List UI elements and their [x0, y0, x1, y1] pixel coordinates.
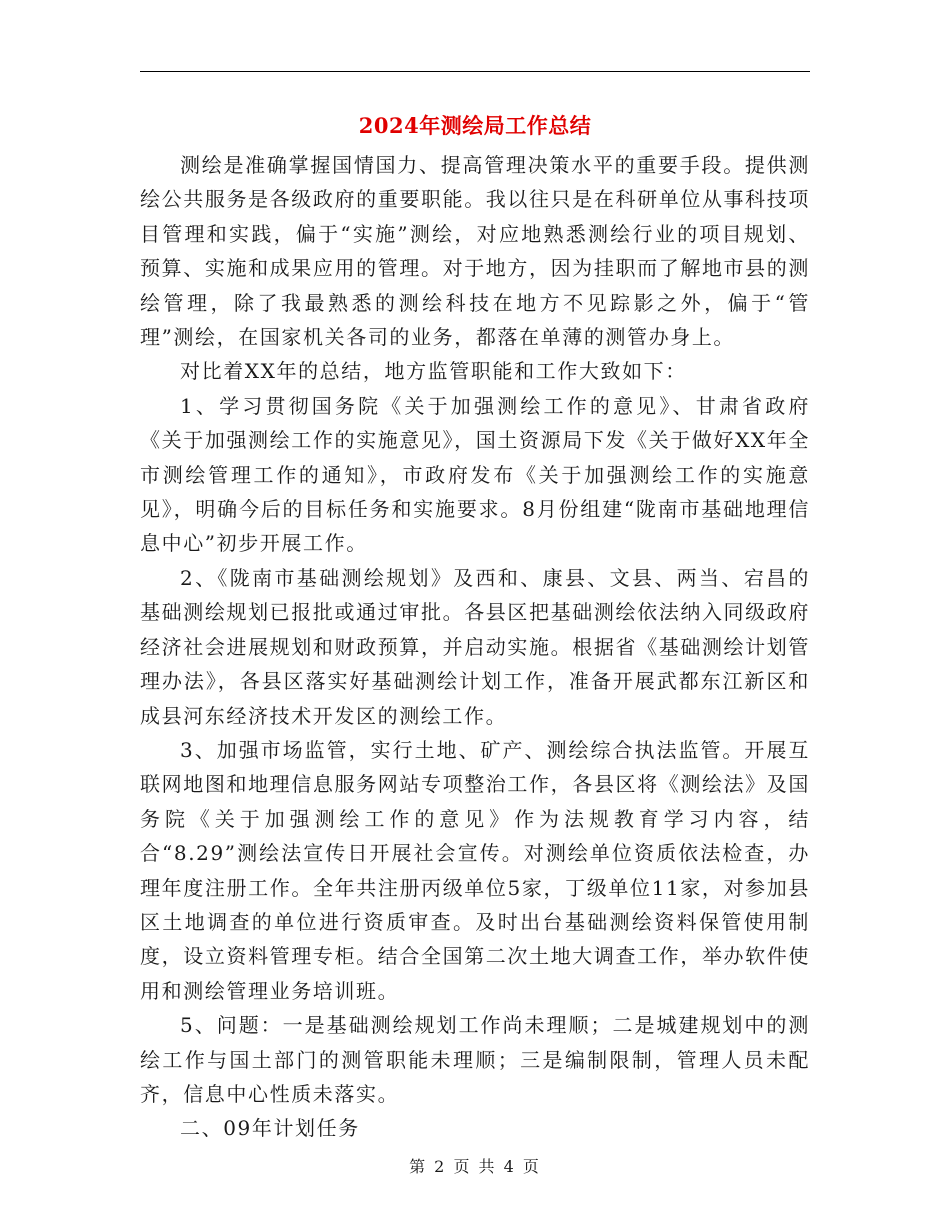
- paragraph-item-1: 1、学习贯彻国务院《关于加强测绘工作的意见》、甘肃省政府《关于加强测绘工作的实施意见》，国土资源局下发《关于做好XX年全市测绘管理工作的通知》，市政府发布《关于加强测绘工作的实施意见》，明确今后的目标任务和实施要求。8月份组建“陇南市基础地理信息中心”初步开展工作。: [140, 393, 810, 556]
- paragraph-item-2: 2、《陇南市基础测绘规划》及西和、康县、文县、两当、宕昌的基础测绘规划已报批或通过审批。各县区把基础测绘依法纳入同级政府经济社会进展规划和财政预算，并启动实施。根据省《基础测绘计划管理办法》，各县区落实好基础测绘计划工作，准备开展武都东江新区和成县河东经济技术开发区的测绘工作。: [140, 565, 810, 728]
- header-rule: [140, 71, 810, 72]
- document-body: [140, 148, 810, 1146]
- document-title: 2024年测绘局工作总结: [358, 113, 592, 138]
- paragraph-intro: 测绘是准确掌握国情国力、提高管理决策水平的重要手段。提供测绘公共服务是各级政府的重要职能。我以往只是在科研单位从事科技项目管理和实践，偏于“实施”测绘，对应地熟悉测绘行业的项目规划、预算、实施和成果应用的管理。对于地方，因为挂职而了解地市县的测绘管理，除了我最熟悉的测绘科技在地方不见踪影之外，偏于“管理”测绘，在国家机关各司的业务，都落在单薄的测管办身上。: [140, 153, 810, 350]
- paragraph-item-3: 3、加强市场监管，实行土地、矿产、测绘综合执法监管。开展互联网地图和地理信息服务网站专项整治工作，各县区将《测绘法》及国务院《关于加强测绘工作的意见》作为法规教育学习内容，结合“8.29”测绘法宣传日开展社会宣传。对测绘单位资质依法检查，办理年度注册工作。全年共注册丙级单位5家，丁级单位11家，对参加县区土地调查的单位进行资质审查。及时出台基础测绘资料保管使用制度，设立资料管理专柜。结合全国第二次土地大调查工作，举办软件使用和测绘管理业务培训班。: [140, 737, 810, 1003]
- page-number: 第 2 页 共 4 页: [409, 1157, 541, 1176]
- paragraph-overview: 对比着XX年的总结，地方监管职能和工作大致如下：: [180, 359, 687, 384]
- paragraph-item-5: 5、问题：一是基础测绘规划工作尚未理顺；二是城建规划中的测绘工作与国土部门的测管职能未理顺；三是编制限制，管理人员未配齐，信息中心性质未落实。: [140, 1013, 810, 1106]
- section-heading-plan: 二、09年计划任务: [180, 1116, 360, 1141]
